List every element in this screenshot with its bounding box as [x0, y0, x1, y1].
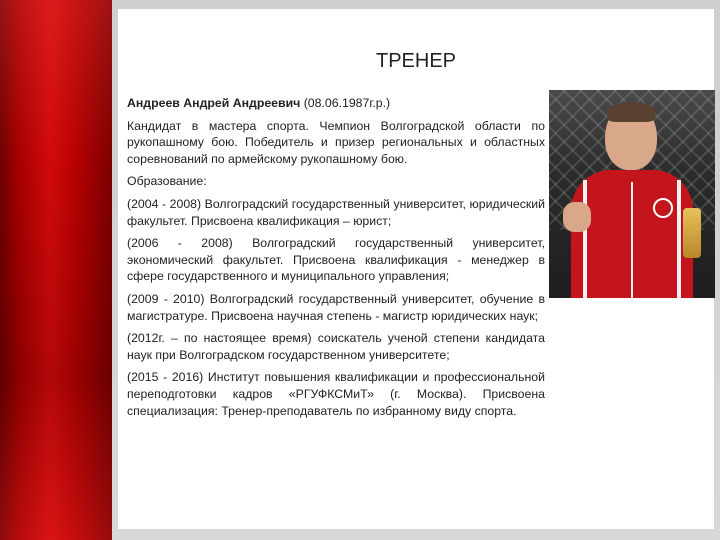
trophy-icon — [683, 208, 701, 258]
raised-fist — [563, 202, 591, 232]
education-item: (2015 - 2016) Институт повышения квалификации и профессиональной переподготовки кадров «РГУФКСМиТ» (г. Москва). Присвоена специализация: Тренер-преподаватель по избранному виду спорта. — [127, 370, 545, 418]
coach-name: Андреев Андрей Андреевич — [127, 96, 301, 110]
jacket-emblem-icon — [653, 198, 673, 218]
education-item: (2012г. – по настоящее время) соискатель ученой степени кандидата наук при Волгоградском государственном университете; — [127, 331, 545, 362]
education-item: (2006 - 2008) Волгоградский государственный университет, экономический факультет. Присвоена квалификация - менеджер в сфере государственного и муниципального управления; — [127, 236, 545, 284]
education-item: (2009 - 2010) Волгоградский государственный университет, обучение в магистратуре. Присвоена научная степень - магистр юридических наук; — [127, 291, 545, 323]
coach-hair — [607, 102, 655, 122]
coach-heading — [127, 95, 545, 112]
coach-photo — [549, 90, 715, 298]
bio-achievements: Кандидат в мастера спорта. Чемпион Волгоградской области по рукопашному бою. Победитель и призер региональных и областных соревнований по армейскому рукопашному бою. — [127, 118, 545, 166]
decorative-red-band — [0, 0, 112, 540]
jacket-stripe — [583, 180, 587, 298]
slide-title: ТРЕНЕР — [375, 50, 457, 72]
education-heading: Образование: — [127, 174, 207, 189]
coach-bio — [127, 95, 545, 425]
jacket-stripe — [677, 180, 681, 298]
education-item: (2004 - 2008) Волгоградский государственный университет, юридический факультет. Присвоена квалификация – юрист; — [127, 196, 545, 228]
jacket-zipper — [631, 182, 633, 298]
coach-birth-date: (08.06.1987г.р.) — [300, 96, 391, 110]
